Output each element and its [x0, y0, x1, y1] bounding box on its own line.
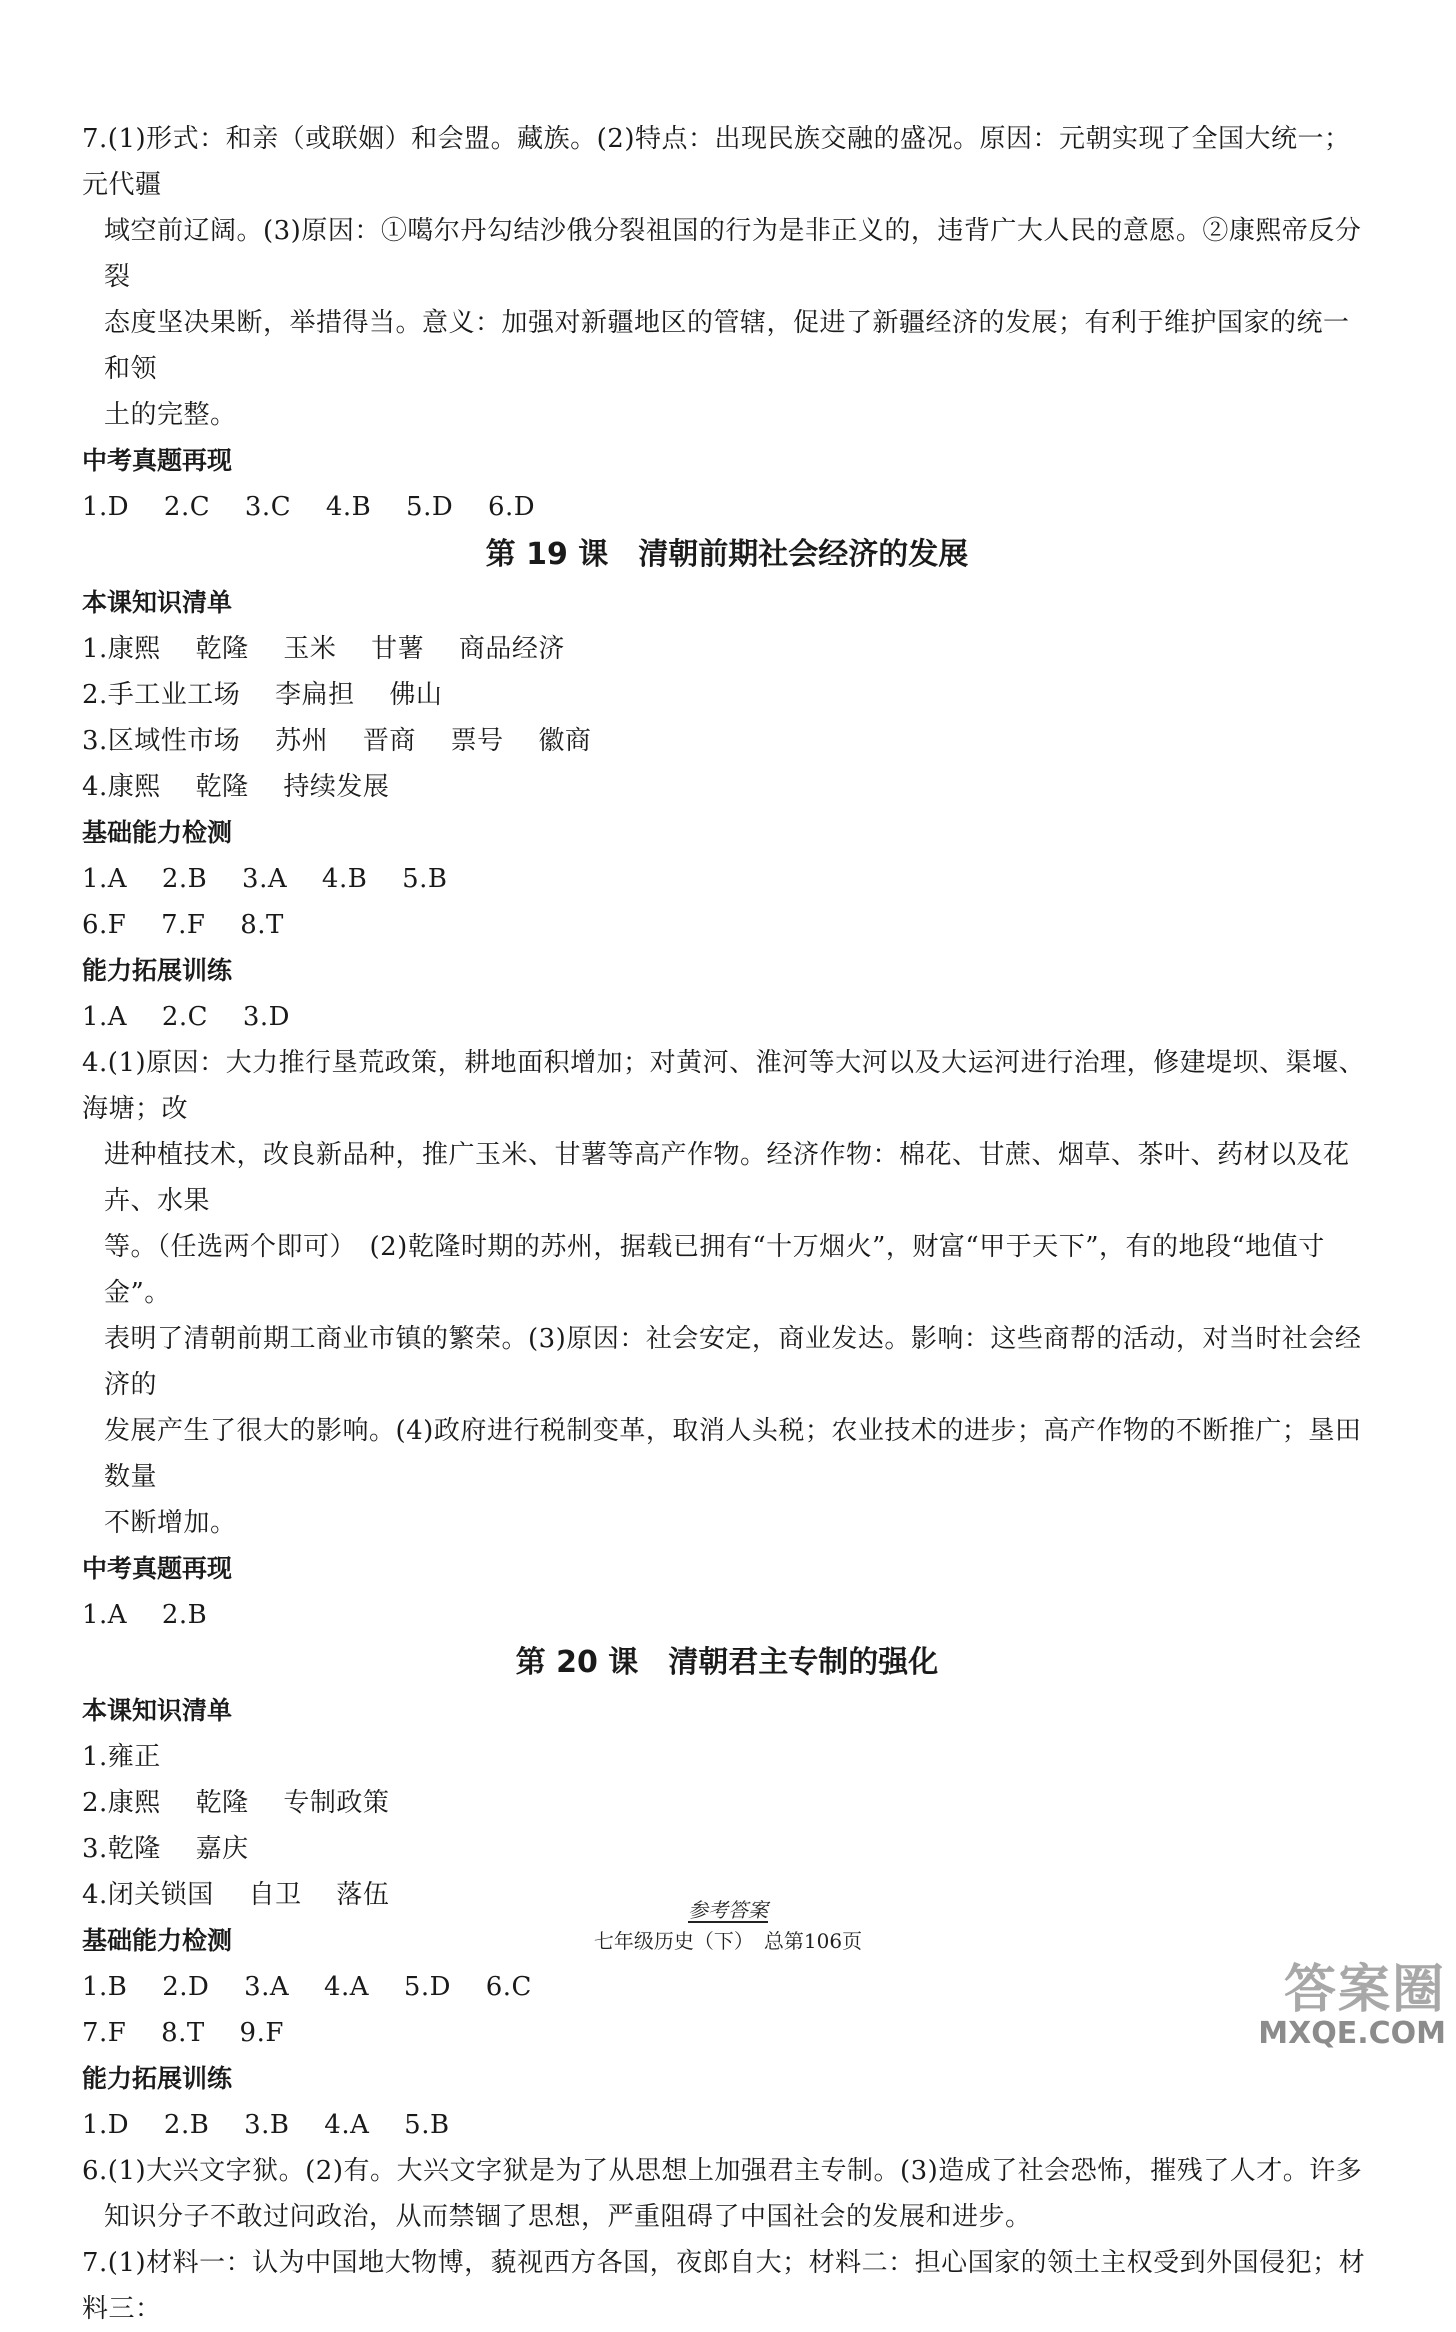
- knowledge-item: 甘薯: [371, 634, 425, 664]
- question-7-answer: [82, 116, 1372, 438]
- text-line: 态度坚决果断，举措得当。意义：加强对新疆地区的管辖，促进了新疆经济的发展；有利于维护国家的统一和领: [104, 308, 1350, 384]
- knowledge-item: 4.闭关锁国: [82, 1880, 214, 1910]
- answer-row: [82, 856, 1372, 902]
- answer-item: 7.F: [161, 910, 206, 940]
- question-4-answer: [82, 1040, 1372, 1546]
- knowledge-item: 2.康熙: [82, 1788, 161, 1818]
- answer-item: 3.D: [242, 1002, 290, 1032]
- section-heading-zhongkao: 中考真题再现: [82, 1554, 233, 1583]
- answer-row: [82, 902, 1372, 948]
- knowledge-row: [82, 1780, 1372, 1826]
- lesson-name: 清朝君主专制的强化: [668, 1645, 939, 1680]
- answer-item: 4.A: [324, 2110, 370, 2140]
- knowledge-item: 专制政策: [283, 1788, 390, 1818]
- answer-item: 3.B: [244, 2110, 290, 2140]
- knowledge-item: 落伍: [336, 1880, 390, 1910]
- answer-item: 6.F: [82, 910, 127, 940]
- text-line: 域空前辽阔。(3)原因：①噶尔丹勾结沙俄分裂祖国的行为是非正义的，违背广大人民的意愿。②康熙帝反分裂: [104, 216, 1362, 292]
- watermark-logo: 答案圈: [1283, 1960, 1446, 2020]
- knowledge-item: 乾隆: [195, 634, 249, 664]
- answer-item: 6.D: [487, 492, 536, 522]
- answer-page: [82, 116, 1372, 2332]
- answer-item: 2.C: [163, 492, 211, 522]
- answer-item: 2.B: [161, 864, 208, 894]
- knowledge-item: 嘉庆: [195, 1834, 249, 1864]
- answer-item: 2.B: [161, 1600, 208, 1630]
- section-heading-zhongkao: 中考真题再现: [82, 446, 233, 475]
- answer-row: [82, 994, 1372, 1040]
- knowledge-item: 苏州: [275, 726, 329, 756]
- knowledge-item: 徽商: [538, 726, 592, 756]
- section-heading-basic: 基础能力检测: [82, 1926, 233, 1955]
- answer-item: 1.A: [82, 864, 128, 894]
- answer-item: 2.D: [162, 1972, 210, 2002]
- site-watermark: [1258, 1962, 1446, 2050]
- knowledge-row: [82, 672, 1372, 718]
- answer-item: 8.T: [240, 910, 284, 940]
- answer-item: 3.A: [244, 1972, 290, 2002]
- knowledge-row: [82, 626, 1372, 672]
- footer-page-info: 七年级历史（下） 总第106页: [593, 1929, 863, 1953]
- answer-item: 2.C: [161, 1002, 209, 1032]
- question-7-answer: [82, 2240, 1372, 2332]
- text-line: 不断增加。: [104, 1508, 237, 1538]
- section-heading-knowledge: 本课知识清单: [82, 588, 233, 617]
- text-line: 等。（任选两个即可） (2)乾隆时期的苏州，据载已拥有“十万烟火”，财富“甲于天下”，有的地段“地值寸金”。: [104, 1232, 1325, 1308]
- page-footer: [0, 1896, 1456, 1956]
- answer-item: 1.B: [82, 1972, 128, 2002]
- answer-item: 4.A: [323, 1972, 370, 2002]
- answer-row: [82, 2010, 1372, 2056]
- answer-item: 5.D: [406, 492, 454, 522]
- knowledge-row: [82, 1826, 1372, 1872]
- text-line: 7.(1)材料一：认为中国地大物博，藐视西方各国，夜郎自大；材料二：担心国家的领土主权受到外国侵犯；材料三：: [82, 2248, 1366, 2324]
- knowledge-item: 李扁担: [275, 680, 355, 710]
- knowledge-item: 自卫: [248, 1880, 302, 1910]
- text-line: 7.(1)形式：和亲（或联姻）和会盟。藏族。(2)特点：出现民族交融的盛况。原因：元朝实现了全国大统一；元代疆: [82, 124, 1351, 200]
- knowledge-item: 4.康熙: [82, 772, 161, 802]
- lesson-19-title: [82, 530, 1372, 580]
- lesson-number: 第 19 课: [485, 537, 609, 572]
- answer-item: 4.B: [325, 492, 372, 522]
- question-6-answer: [82, 2148, 1372, 2240]
- answer-item: 1.A: [82, 1002, 128, 1032]
- answer-item: 2.B: [163, 2110, 210, 2140]
- answer-item: 3.C: [244, 492, 292, 522]
- section-heading-extend: 能力拓展训练: [82, 2064, 233, 2093]
- text-line: 6.(1)大兴文字狱。(2)有。大兴文字狱是为了从思想上加强君主专制。(3)造成了社会恐怖，摧残了人才。许多: [82, 2156, 1363, 2186]
- knowledge-item: 3.乾隆: [82, 1834, 161, 1864]
- knowledge-item: 1.雍正: [82, 1742, 161, 1772]
- answer-item: 1.D: [82, 492, 130, 522]
- text-line: 发展产生了很大的影响。(4)政府进行税制变革，取消人头税；农业技术的进步；高产作物的不断推广；垦田数量: [104, 1416, 1362, 1492]
- answer-row: [82, 2102, 1372, 2148]
- answer-item: 4.B: [321, 864, 368, 894]
- knowledge-item: 商品经济: [458, 634, 565, 664]
- lesson-number: 第 20 课: [515, 1645, 639, 1680]
- lesson-20-title: [82, 1638, 1372, 1688]
- knowledge-item: 玉米: [283, 634, 337, 664]
- section-heading-knowledge: 本课知识清单: [82, 1696, 233, 1725]
- text-line: 表明了清朝前期工商业市镇的繁荣。(3)原因：社会安定，商业发达。影响：这些商帮的活动，对当时社会经济的: [104, 1324, 1362, 1400]
- text-line: 土的完整。: [104, 400, 237, 430]
- knowledge-item: 持续发展: [283, 772, 390, 802]
- section-heading-basic: 基础能力检测: [82, 818, 233, 847]
- knowledge-item: 乾隆: [195, 772, 249, 802]
- answer-item: 5.D: [403, 1972, 451, 2002]
- answer-row: [82, 484, 1372, 530]
- knowledge-row: [82, 764, 1372, 810]
- answer-row: [82, 1592, 1372, 1638]
- answer-row: [82, 1964, 1372, 2010]
- knowledge-item: 3.区域性市场: [82, 726, 241, 756]
- watermark-url: MXQE.COM: [1258, 2016, 1446, 2051]
- knowledge-item: 晋商: [362, 726, 416, 756]
- section-heading-extend: 能力拓展训练: [82, 956, 233, 985]
- answer-item: 9.F: [239, 2018, 284, 2048]
- answer-item: 1.D: [82, 2110, 130, 2140]
- answer-item: 1.A: [82, 1600, 128, 1630]
- answer-item: 5.B: [404, 2110, 450, 2140]
- knowledge-item: 2.手工业工场: [82, 680, 241, 710]
- answer-item: 8.T: [161, 2018, 205, 2048]
- knowledge-row: [82, 1734, 1372, 1780]
- answer-item: 7.F: [82, 2018, 127, 2048]
- answer-item: 5.B: [402, 864, 448, 894]
- knowledge-item: 佛山: [389, 680, 443, 710]
- text-line: 进种植技术，改良新品种，推广玉米、甘薯等高产作物。经济作物：棉花、甘蔗、烟草、茶叶、药材以及花卉、水果: [104, 1140, 1350, 1216]
- knowledge-item: 乾隆: [195, 1788, 249, 1818]
- text-line: 知识分子不敢过问政治，从而禁锢了思想，严重阻碍了中国社会的发展和进步。: [104, 2202, 1032, 2232]
- answer-item: 3.A: [242, 864, 288, 894]
- knowledge-item: 1.康熙: [82, 634, 161, 664]
- knowledge-row: [82, 718, 1372, 764]
- knowledge-item: 票号: [450, 726, 504, 756]
- footer-reference-label: 参考答案: [688, 1898, 768, 1922]
- lesson-name: 清朝前期社会经济的发展: [638, 537, 969, 572]
- text-line: 4.(1)原因：大力推行垦荒政策，耕地面积增加；对黄河、淮河等大河以及大运河进行治理，修建堤坝、渠堰、海塘；改: [82, 1048, 1366, 1124]
- answer-item: 6.C: [485, 1972, 532, 2002]
